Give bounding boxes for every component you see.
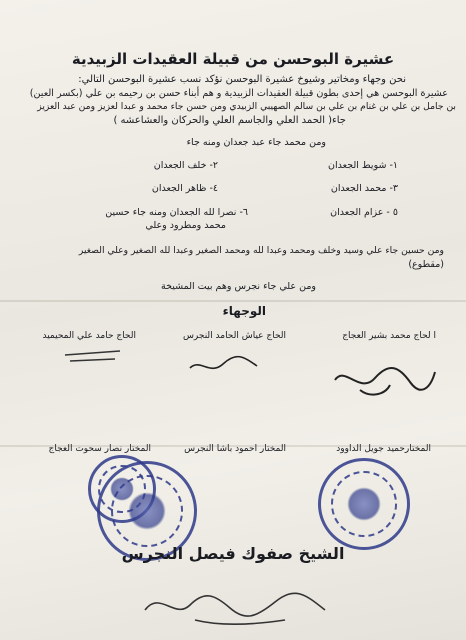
notable-name-4: المختارحميد جويل الداوود (336, 444, 431, 454)
son-6: ٦- نصرا لله الجعدان ومنه جاء حسين (105, 207, 248, 218)
notable-name-5: المختار احمود باشا النجرس (184, 444, 286, 454)
son-6-children: محمد ومطرود وعلي (145, 220, 226, 231)
document-title: عشيرة البوحسن من قبيلة العقيدات الزبيدية (71, 50, 395, 68)
notable-name-2: الحاج عياش الحامد النجرس (182, 331, 286, 341)
signature-1 (330, 360, 440, 400)
notable-name-3: الحاج حامد علي المحيميد (42, 331, 136, 341)
sheikh-signature (135, 580, 335, 630)
son-4: ٤- ظاهر الجعدان (151, 183, 218, 194)
intro-line-2: عشيرة البوحسن هي إحدى بطون قبيلة العقيدات الزبيدية و هم أبناء حسن بن رحيمه بن علي (بكسر العين) (29, 88, 448, 99)
signature-2 (185, 350, 265, 380)
notable-name-6: المختار نصار سحوت العجاج (48, 444, 151, 454)
sheikh-name: الشيخ صفوك فيصل النجرس (121, 544, 345, 563)
hussein-line-note: (مقطوع) (408, 259, 444, 270)
son-3: ٣- محمد الجعدان (330, 183, 398, 194)
paper-fold (0, 300, 466, 302)
intro-line-4: جاء( الحمد العلي والجاسم العلي والحركان والعشاعشه ) (113, 115, 346, 126)
ali-line: ومن علي جاء نجرس وهم بيت المشيخة (161, 281, 316, 292)
intro-line-1: نحن وجهاء ومخاتير وشيوخ عشيرة البوحسن نؤكد نسب عشيرة البوحسن التالي: (78, 74, 406, 85)
son-1: ١- شويط الجعدان (328, 160, 398, 171)
official-seal-right (318, 458, 410, 550)
son-2: ٢- خلف الجعدان (153, 160, 218, 171)
son-5: ٥ - عزام الجعدان (330, 207, 398, 218)
lineage-heading: ومن محمد جاء عبد جعدان ومنه جاء (186, 137, 326, 148)
notable-name-1: ا لحاج محمد بشير العجاج (342, 331, 436, 341)
signature-3 (60, 343, 130, 368)
intro-line-3: بن جامل بن علي بن غنام بن علي بن سالم الصهيبي الزبيدي ومن حسن جاء محمد و عبدا لعزيز ومن عبد العزيز (37, 101, 456, 112)
hussein-line: ومن حسين جاء علي وسيد وخلف ومحمد وعبدا لله ومحمد الصغير وعبدا لله الصغير وعلي الصغير (78, 245, 444, 256)
notables-heading: الوجهاء (222, 304, 266, 318)
